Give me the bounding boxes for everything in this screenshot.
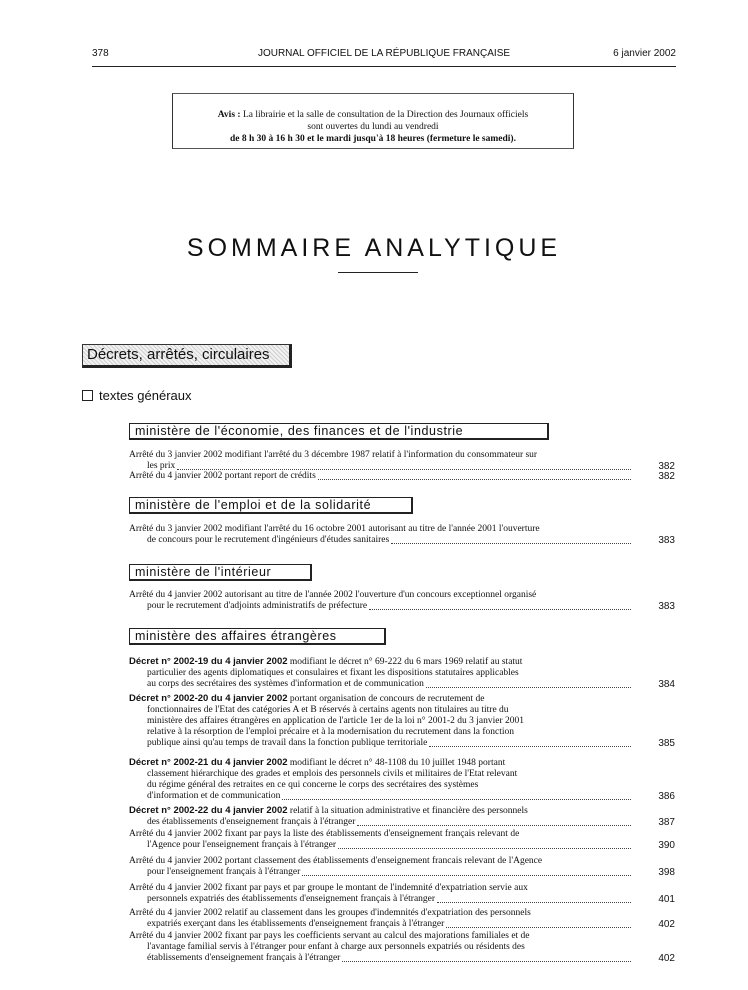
decree-reference: Décret n° 2002-22 du 4 janvier 2002 [129,805,288,816]
entry-text [129,931,530,941]
entry-line [129,668,675,679]
entry-text [147,668,519,678]
entry-line-text: Arrêté du 3 janvier 2002 modifiant l'arrêté du 16 octobre 2001 autorisant au titre de l'année 2001 l'ouverture [129,524,540,534]
ministry-heading: ministère de l'emploi et de la solidarité [129,497,413,514]
entry-line [129,679,675,690]
toc-entry[interactable] [129,883,675,905]
entry-line [129,919,675,930]
entry-line-text: Arrêté du 4 janvier 2002 portant classement des établissements d'enseignement francais relevant de l'Agence [129,856,543,866]
notice-line-2: sont ouvertes du lundi au vendredi [307,122,439,132]
entry-text [129,908,531,918]
entry-line-text: expatriés exerçant dans les établissements d'enseignement français à l'étranger [147,919,445,929]
entry-line-text: Arrêté du 3 janvier 2002 modifiant l'arrêté du 3 décembre 1987 relatif à l'information du consommateur sur [129,450,538,460]
page-reference: 402 [658,919,675,930]
entry-text [147,716,524,726]
entry-text [147,791,280,802]
dot-leader [437,902,631,903]
toc-entry[interactable] [129,757,675,802]
entry-line [129,590,675,601]
toc-entry[interactable] [129,908,675,930]
entry-line [129,705,675,716]
entry-line-text: l'Agence pour l'enseignement français à l'étranger [147,840,336,850]
entry-line-text: ministère des affaires étrangères en application de l'article 1er de la loi n° 2001-2 du 3 janvier 2001 [147,716,525,726]
entry-line [129,535,675,546]
page-reference: 386 [658,791,675,802]
toc-entry[interactable] [129,856,675,878]
entry-line-text: Arrêté du 4 janvier 2002 fixant par pays la liste des établissements d'enseignement français relevant de [129,829,520,839]
entry-text [129,657,522,667]
entry-line [129,908,675,919]
dot-leader [338,848,631,849]
entry-line-text: de concours pour le recrutement d'ingénieurs d'études sanitaires [147,535,390,545]
decree-reference: Décret n° 2002-20 du 4 janvier 2002 [129,693,288,704]
entry-text [129,450,537,460]
entry-line-text: pour l'enseignement français à l'étranger [147,867,301,877]
dot-leader [446,927,631,928]
entry-line [129,931,675,942]
category-banner: Décrets, arrêtés, circulaires [82,344,292,368]
entry-line-text: Arrêté du 4 janvier 2002 autorisant au titre de l'année 2002 l'ouverture d'un concours exceptionnel organisé [129,590,537,600]
entry-text [129,856,542,866]
notice-line-3: de 8 h 30 à 16 h 30 et le mardi jusqu'à 18 heures (fermeture le samedi). [230,134,516,144]
page-title: SOMMAIRE ANALYTIQUE [186,234,562,262]
entry-line [129,727,675,738]
page-reference: 385 [658,738,675,749]
entry-line [129,817,675,828]
header-rule [92,66,676,67]
entry-line [129,856,675,867]
entry-line-text: publique ainsi qu'au temps de travail dans la fonction publique territoriale [147,738,428,748]
entry-line-text: Arrêté du 4 janvier 2002 relatif au classement dans les groupes d'indemnités d'expatriation des personnels [129,908,531,918]
notice-lead: Avis : [217,110,241,120]
entry-line [129,601,675,612]
entry-line [129,780,675,791]
entry-line [129,524,675,535]
entry-line-text: au corps des secrétaires des systèmes d'information et de communication [147,679,424,689]
page-reference: 383 [658,601,675,612]
toc-entry[interactable] [129,805,675,828]
journal-title: JOURNAL OFFICIEL DE LA RÉPUBLIQUE FRANÇAISE [257,48,511,59]
toc-entry[interactable] [129,524,675,546]
decree-reference: Décret n° 2002-21 du 4 janvier 2002 [129,757,288,768]
dot-leader [429,746,631,747]
entry-line-text: les prix [147,461,176,471]
entry-line [129,769,675,780]
entry-line [129,693,675,705]
entry-line-text: relative à la résorption de l'emploi précaire et à la modernisation du recrutement dans la fonction [147,727,515,737]
entry-line-text: portant organisation de concours de recrutement de [287,694,485,704]
dot-leader [357,825,631,826]
entry-text [147,705,509,715]
entry-text [147,817,355,828]
dot-leader [302,875,631,876]
toc-entry[interactable] [129,590,675,612]
entry-line-text: personnels expatriés des établissements d'enseignement français à l'étranger [147,894,436,904]
dot-leader [342,961,631,962]
entry-line-text: d'information et de communication [147,791,281,801]
page-number: 378 [92,48,109,59]
page-reference: 402 [658,953,675,964]
entry-line [129,791,675,802]
entry-line [129,883,675,894]
entry-text [129,694,484,704]
entry-line-text: fonctionnaires de l'Etat des catégories A et B réservés à certains agents non titulaires au titre du [147,705,509,715]
entry-text [147,769,517,779]
entry-text [147,867,300,878]
entry-text [129,590,536,600]
page-reference: 382 [658,471,675,482]
entry-line-text: relatif à la situation administrative et financière des personnels [287,806,528,816]
dot-leader [426,687,631,688]
running-header [92,48,676,62]
title-rule [338,272,418,273]
entry-text [129,806,528,816]
entry-line-text: Arrêté du 4 janvier 2002 fixant par pays et par groupe le montant de l'indemnité d'expatriation servie aux [129,883,528,893]
entry-text [129,829,519,839]
entry-text [147,840,336,851]
entry-text [147,919,444,930]
page-reference: 383 [658,535,675,546]
entry-line [129,656,675,668]
section-heading [82,388,192,403]
checkbox-square-icon [82,390,93,401]
entry-line-text: pour le recrutement d'adjoints administratifs de préfecture [147,601,368,611]
entry-line-text: modifiant le décret n° 69-222 du 6 mars 1969 relatif au statut [287,657,523,667]
entry-line [129,471,675,482]
notice-line-1: Avis : La librairie et la salle de consultation de la Direction des Journaux officiels [217,110,529,120]
ministry-heading: ministère des affaires étrangères [129,628,386,645]
entry-text [129,758,505,768]
page-reference: 384 [658,679,675,690]
decree-reference: Décret n° 2002-19 du 4 janvier 2002 [129,656,288,667]
entry-line [129,738,675,749]
section-title: textes généraux [99,388,192,403]
entry-text [147,942,525,952]
entry-line-text: l'avantage familial servis à l'étranger pour enfant à charge aux personnels expatriés ou résidents des [147,942,525,952]
dot-leader [318,479,631,480]
entry-line-text: du régime général des retraites en ce qui concerne le corps des secrétaires des systèmes [147,780,479,790]
page-reference: 390 [658,840,675,851]
entry-line-text: des établissements d'enseignement français à l'étranger [147,817,356,827]
notice-box [172,93,574,149]
entry-line-text: classement hiérarchique des grades et emplois des personnels civils et militaires de l'Etat relevant [147,769,518,779]
toc-entry[interactable] [129,656,675,690]
dot-leader [369,609,631,610]
entry-text [129,883,528,893]
dot-leader [391,543,631,544]
page-reference: 398 [658,867,675,878]
page-reference: 401 [658,894,675,905]
entry-line [129,829,675,840]
entry-text [147,679,424,690]
entry-line [129,450,675,461]
entry-line [129,840,675,851]
entry-line-text: établissements d'enseignement français à l'étranger [147,953,341,963]
page-reference: 387 [658,817,675,828]
ministry-heading: ministère de l'intérieur [129,564,312,581]
entry-text [147,738,427,749]
entry-line [129,805,675,817]
entry-text [147,727,514,737]
issue-date: 6 janvier 2002 [613,48,676,59]
entry-line [129,867,675,878]
ministry-heading: ministère de l'économie, des finances et de l'industrie [129,423,549,440]
toc-entry[interactable] [129,471,675,482]
entry-line-text: modifiant le décret n° 48-1108 du 10 juillet 1948 portant [287,758,506,768]
entry-line-text: Arrêté du 4 janvier 2002 portant report de crédits [129,471,316,481]
entry-text [147,953,340,964]
entry-text [129,524,540,534]
toc-entry[interactable] [129,829,675,851]
entry-text [147,780,478,790]
page-reference: 382 [658,461,675,472]
entry-line [129,953,675,964]
entry-text [147,894,435,905]
toc-entry[interactable] [129,931,675,964]
entry-line [129,894,675,905]
entry-text [129,471,316,482]
dot-leader [177,469,631,470]
toc-entry[interactable] [129,693,675,749]
entry-text [147,601,367,612]
entry-line-text: Arrêté du 4 janvier 2002 fixant par pays les coefficients servant au calcul des majorations familiales et de [129,931,530,941]
entry-line [129,942,675,953]
entry-line-text: particulier des agents diplomatiques et consulaires et fixant les dispositions statutaires applicables [147,668,519,678]
toc-entry[interactable] [129,450,675,472]
dot-leader [282,799,631,800]
entry-text [147,535,389,546]
entry-line [129,716,675,727]
entry-line [129,757,675,769]
